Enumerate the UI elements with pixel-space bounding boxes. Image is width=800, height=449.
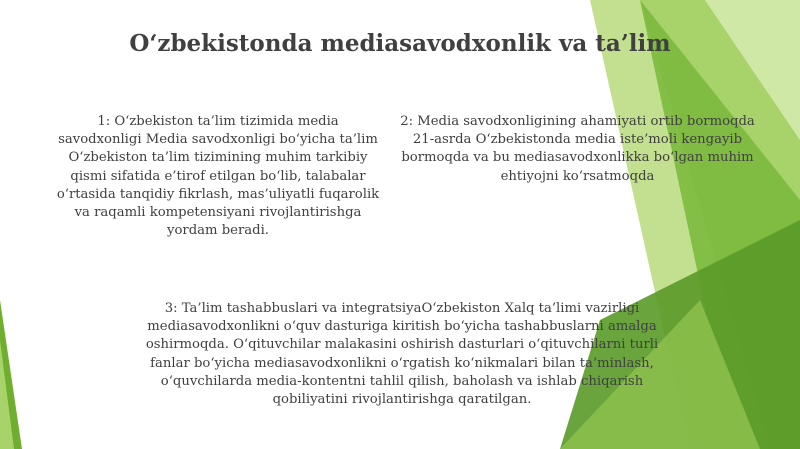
paragraph-1: 1: O‘zbekiston ta’lim tizimida media savodxonligi Media savodxonligi bo‘yicha ta’lim O‘zbekiston ta’lim tizimining muhim tarkibiy qismi sifatida e’tirof etilgan bo‘lib, talabalar o‘rtasida tanqidiy fikrlash, mas’uliyatli fuqarolik va raqamli kompetensiyani rivojlantirishga yordam beradi. [56, 114, 380, 239]
paragraph-2: 2: Media savodxonligining ahamiyati ortib bormoqda 21-asrda O‘zbekistonda media iste’moli kengayib bormoqda va bu mediasavodxonlikka bo‘lgan muhim ehtiyojni ko‘rsatmoqda [400, 114, 755, 184]
paragraph-3: 3: Ta’lim tashabbuslari va integratsiyaO‘zbekiston Xalq ta’limi vazirligi mediasavodxonlikni o‘quv dasturiga kiritish bo‘yicha tashabbuslarni amalga oshirmoqda. O‘qituvchilar malakasini oshirish dasturlari o‘qituvchilarni turli fanlar bo‘yicha mediasavodxonlikni o‘rgatish ko‘nikmalari bilan ta’minlash, o‘quvchilarda media-kontentni tahlil qilish, baholash va ishlab chiqarish qobiliyatini rivojlantirishga qaratilgan. [145, 301, 659, 408]
slide-title: O‘zbekistonda mediasavodxonlik va ta’lim [129, 30, 671, 57]
